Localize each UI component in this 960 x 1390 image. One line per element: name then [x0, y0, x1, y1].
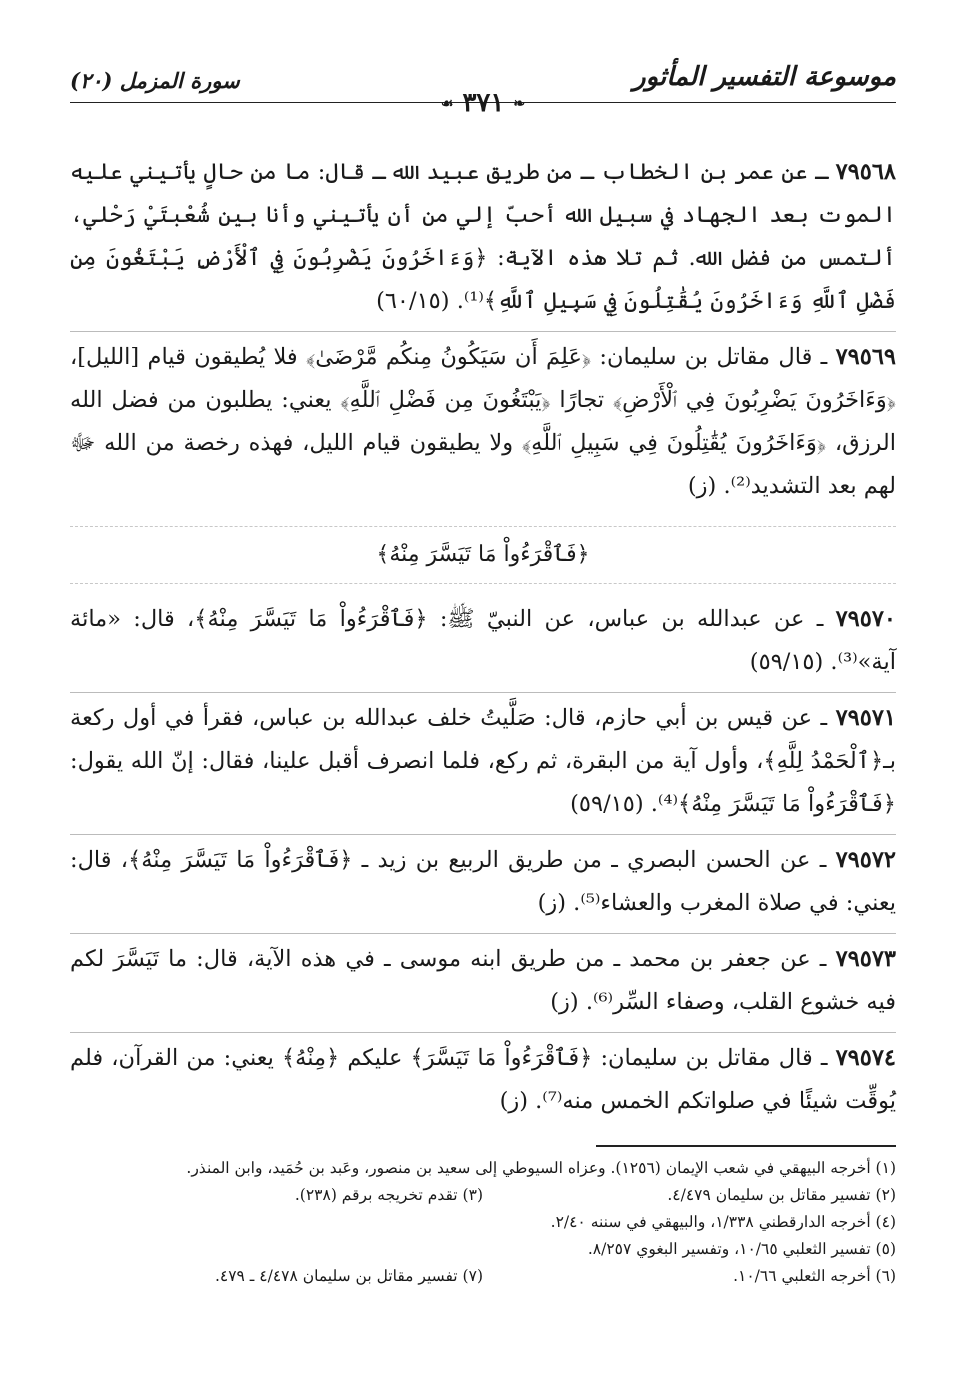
entry-number: ٧٩٥٧٤	[835, 1045, 896, 1071]
entry-number: ٧٩٥٦٩	[835, 344, 896, 370]
entry-text: ـ عن الحسن البصري ـ من طريق الربيع بن زيد ـ ﴿فَٱقْرَءُواْ مَا تَيَسَّرَ مِنْهُ﴾، قال: يعني: في صلاة المغرب والعشاء⁽⁵⁾. (ز)	[70, 847, 896, 916]
entry	[70, 697, 896, 826]
footnote: (٢) تفسير مقاتل بن سليمان ٤/٤٧٩.	[667, 1185, 896, 1204]
entry	[70, 938, 896, 1024]
entry-text: ـ عن عبدالله بن عباس، عن النبيّ ﷺ: ﴿فَٱقْرَءُواْ مَا تَيَسَّرَ مِنْهُ﴾، قال: «مائة آية»⁽³⁾. (٥٩/١٥)	[70, 606, 896, 675]
footnotes	[70, 1155, 896, 1290]
entries-section	[70, 598, 896, 1123]
book-page	[70, 58, 896, 1290]
divider	[70, 1032, 896, 1033]
footnote-row	[70, 1263, 896, 1290]
entry	[70, 1037, 896, 1123]
entry	[70, 336, 896, 508]
footnote: (١) أخرجه البيهقي في شعب الإيمان (١٢٥٦). وعزاه السيوطي إلى سعيد بن منصور، وعَبد بن حُمَيد، وابن المنذر.	[186, 1158, 896, 1177]
entry	[70, 151, 896, 323]
page-body	[70, 151, 896, 1290]
entry-number: ٧٩٥٧٢	[835, 847, 896, 873]
footnote: (٧) تفسير مقاتل بن سليمان ٤/٤٧٨ ـ ٤٧٩.	[214, 1266, 483, 1285]
page-number-text: ٣٧١	[462, 88, 505, 118]
ornament-icon: ☙	[440, 96, 454, 112]
entry-text: ـ عن جعفر بن محمد ـ من طريق ابنه موسى ـ في هذه الآية، قال: ما تَيَسَّرَ لكم فيه خشوع القلب، وصفاء السِّر⁽⁶⁾. (ز)	[70, 946, 896, 1015]
entry-text: ـ قال مقاتل بن سليمان: ﴿فَٱقْرَءُواْ مَا تَيَسَّرَ﴾ عليكم ﴿مِنْهُ﴾ يعني: من القرآن، فلم يُوقِّت شيئًا في صلواتكم الخمس منه⁽⁷⁾. (ز)	[70, 1045, 896, 1114]
divider	[70, 933, 896, 934]
entry	[70, 839, 896, 925]
ayah-heading	[70, 526, 896, 584]
book-title: موسوعة التفسير المأثور	[633, 62, 896, 92]
ornament-icon: ❧	[513, 96, 526, 112]
footnote-row	[70, 1182, 896, 1209]
entry-text: ـ قال مقاتل بن سليمان: ﴿عَلِمَ أَن سَيَكُونُ مِنكُم مَّرْضَىٰ﴾ فلا يُطيقون قيام [الليل]، ﴿وَءَاخَرُونَ يَضْرِبُونَ فِي ٱلْأَرْضِ﴾ تجارًا ﴿يَبْتَغُونَ مِن فَضْلِ ٱللَّهِ﴾ يعني: يطلبون من فضل الله الرزق، ﴿وَءَاخَرُونَ يُقَٰتِلُونَ فِي سَبِيلِ ٱللَّهِ﴾ ولا يطيقون قيام الليل، فهذه رخصة من الله ﷻ لهم بعد التشديد⁽²⁾. (ز)	[70, 344, 896, 499]
divider	[70, 834, 896, 835]
surah-label: سورة المزمل (٢٠)	[70, 68, 240, 93]
footnote-rule	[596, 1145, 896, 1147]
ayah-heading-text: ﴿فَٱقْرَءُواْ مَا تَيَسَّرَ مِنْهُ﴾	[376, 542, 590, 567]
footnote: (٤) أخرجه الدارقطني ١/٣٣٨، والبيهقي في سننه ٢/٤٠.	[550, 1212, 896, 1231]
entry-text: ـ عن عمر بن الخطاب ـ من طريق عبيد الله ـ قال: ما من حالٍ يأتيني عليه الموت بعد الجهاد في سبيل الله أحبّ إلي من أن يأتيني وأنا بين شُعْبتَيْ رَحْلي، ألتمس من فضل الله. ثم تلا هذه الآية: ﴿وَءَاخَرُونَ يَضْرِبُونَ فِي ٱلْأَرْضِ يَبْتَغُونَ مِن فَضْلِ ٱللَّهِ وَءَاخَرُونَ يُقَٰتِلُونَ فِي سَبِيلِ ٱللَّهِ﴾⁽¹⁾. (٦٠/١٥)	[70, 159, 896, 314]
entry-number: ٧٩٥٦٨	[835, 159, 896, 185]
entry-number: ٧٩٥٧١	[835, 705, 896, 731]
entry-text: ـ عن قيس بن أبي حازم، قال: صَلَّيتُ خلف عبدالله بن عباس، فقرأ في أول ركعة بـ﴿ٱلْحَمْدُ لِلَّهِ﴾، وأول آية من البقرة، ثم ركع، فلما انصرف أقبل علينا، فقال: إنّ الله يقول: ﴿فَٱقْرَءُواْ مَا تَيَسَّرَ مِنْهُ﴾⁽⁴⁾. (٥٩/١٥)	[70, 705, 896, 817]
entry-number: ٧٩٥٧٣	[835, 946, 896, 972]
footnote: (٦) أخرجه الثعلبي ١٠/٦٦.	[733, 1266, 896, 1285]
divider	[70, 692, 896, 693]
entry	[70, 598, 896, 684]
entry-number: ٧٩٥٧٠	[835, 606, 896, 632]
footnote: (٣) تقدم تخريجه برقم (٢٣٨).	[294, 1185, 483, 1204]
divider	[70, 331, 896, 332]
footnote: (٥) تفسير الثعلبي ١٠/٦٥، وتفسير البغوي ٨/٢٥٧.	[587, 1239, 896, 1258]
page-number	[70, 88, 896, 118]
